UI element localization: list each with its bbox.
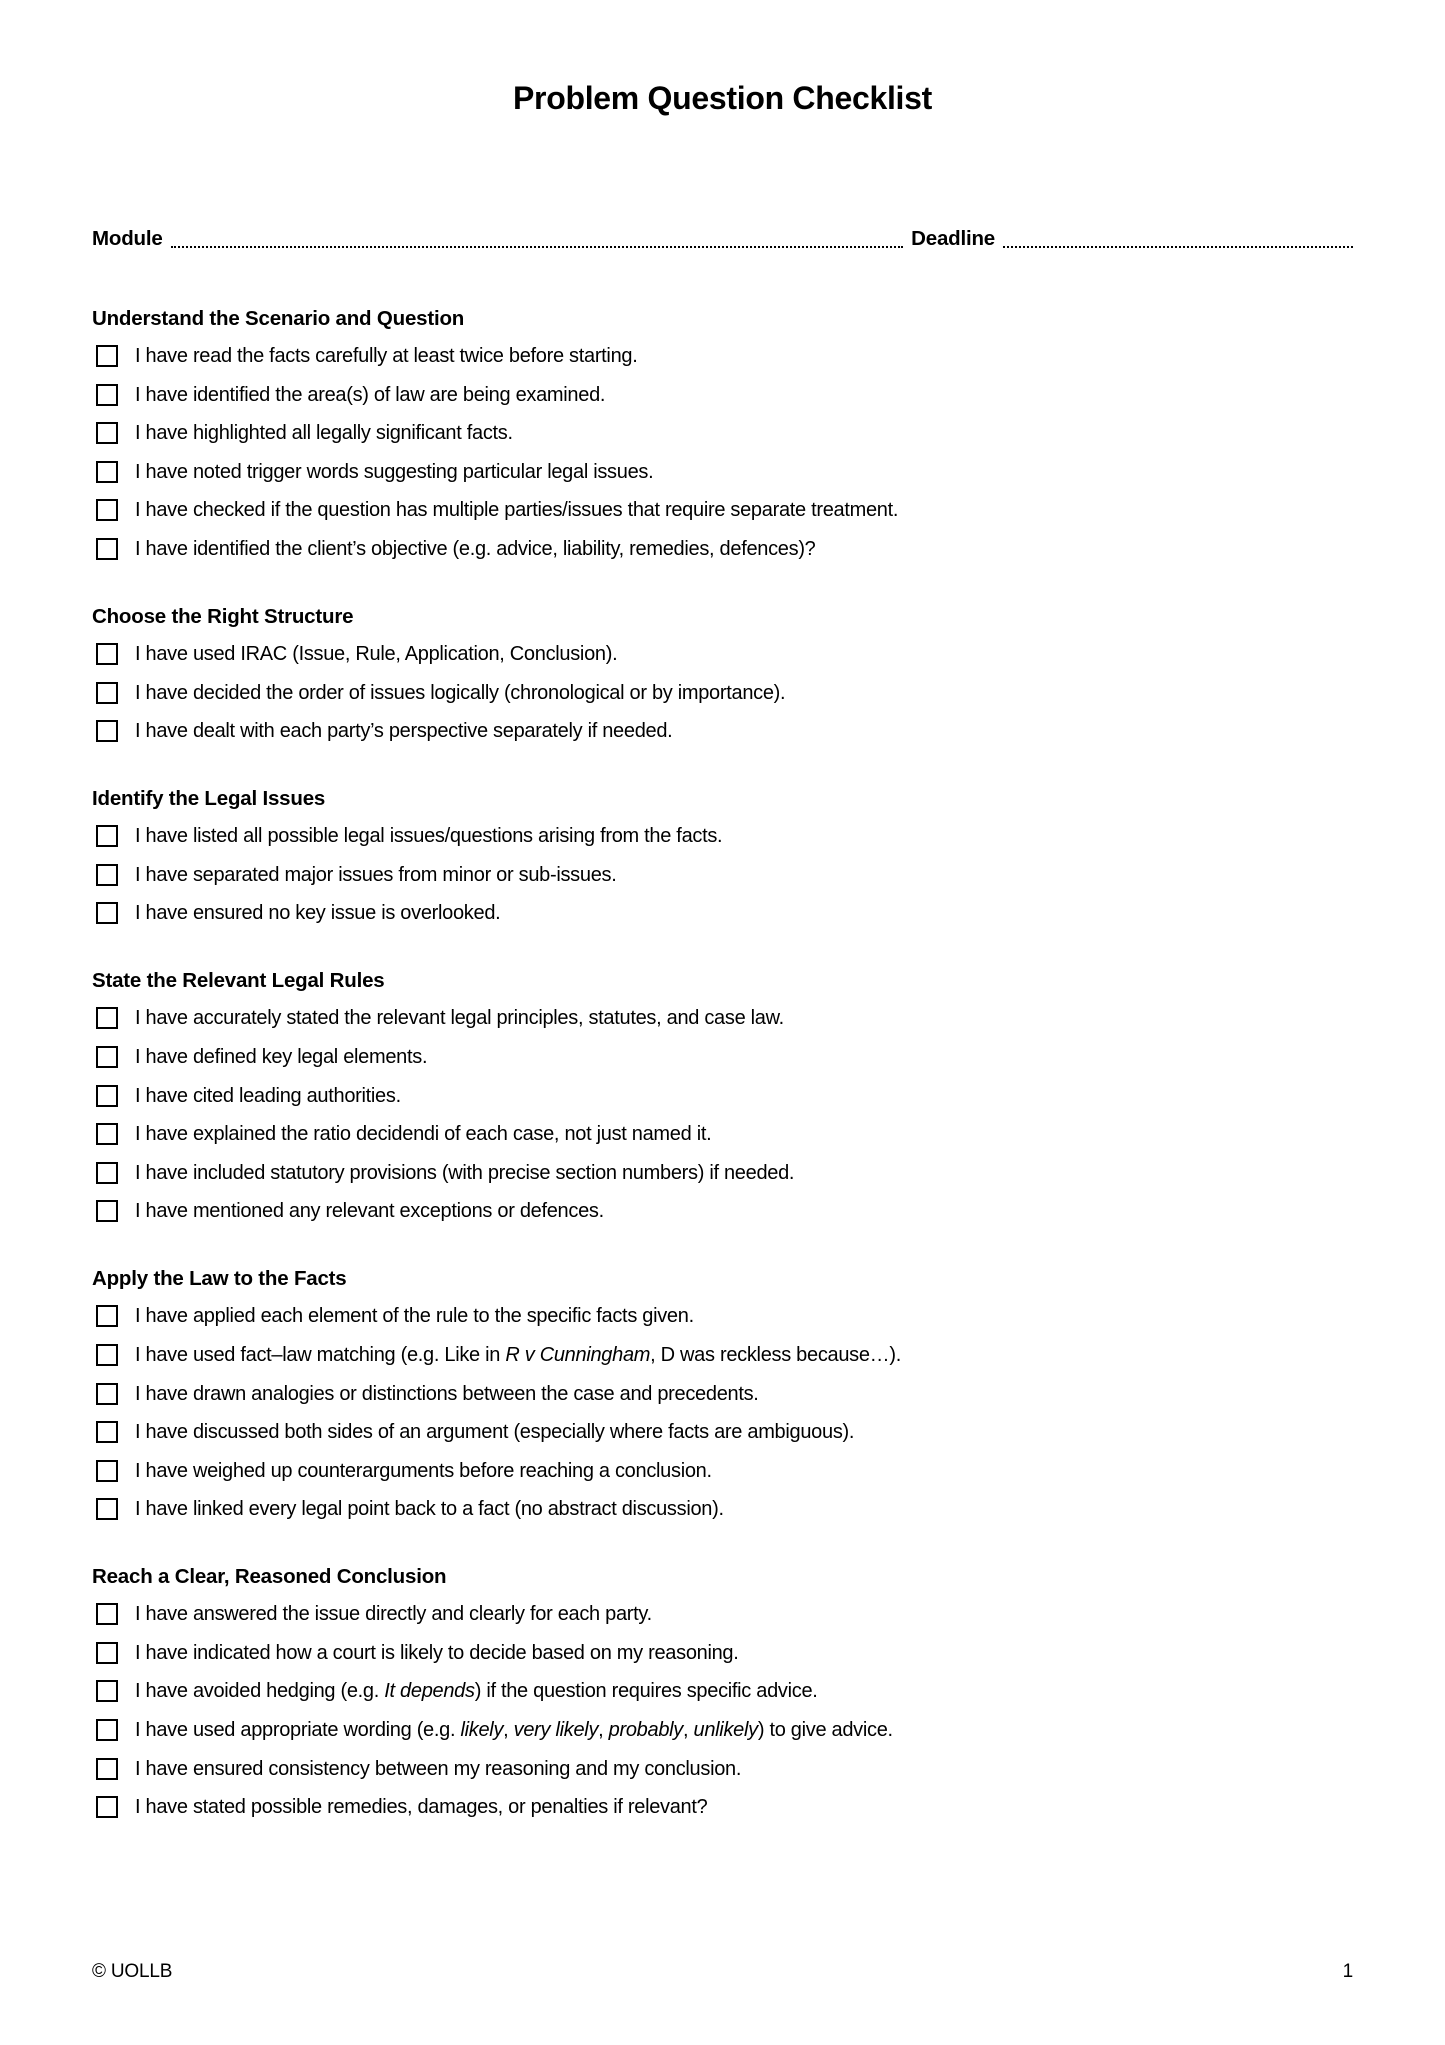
checkbox[interactable] bbox=[96, 461, 118, 483]
checkbox[interactable] bbox=[96, 1498, 118, 1520]
checklist-item bbox=[92, 1756, 1353, 1782]
text-segment: I have drawn analogies or distinctions between the case and precedents. bbox=[135, 1382, 759, 1405]
text-segment: I have identified the client’s objective (e.g. advice, liability, remedies, defences)? bbox=[135, 537, 816, 560]
checklist-item-label bbox=[135, 459, 653, 485]
checklist-item bbox=[92, 1640, 1353, 1666]
checklist-item-label bbox=[135, 1083, 401, 1109]
checklist-section bbox=[92, 786, 1353, 926]
checkbox[interactable] bbox=[96, 825, 118, 847]
checkbox[interactable] bbox=[96, 1344, 118, 1366]
checklist-sections bbox=[92, 306, 1353, 1820]
checkbox[interactable] bbox=[96, 1200, 118, 1222]
section-heading: Understand the Scenario and Question bbox=[92, 307, 465, 330]
text-segment: I have decided the order of issues logically (chronological or by importance). bbox=[135, 681, 786, 704]
checklist-item bbox=[92, 1121, 1353, 1147]
checklist-item-label bbox=[135, 1640, 739, 1666]
checklist-item bbox=[92, 900, 1353, 926]
text-segment: , bbox=[598, 1719, 609, 1742]
checklist-item-label bbox=[135, 1678, 818, 1704]
checklist-item bbox=[92, 1601, 1353, 1627]
checkbox[interactable] bbox=[96, 384, 118, 406]
text-segment: I have listed all possible legal issues/questions arising from the facts. bbox=[135, 825, 723, 848]
module-deadline-row bbox=[92, 224, 1353, 254]
checklist-item bbox=[92, 680, 1353, 706]
copyright-text: © UOLLB bbox=[92, 1961, 173, 1982]
italic-text-segment: R v Cunningham bbox=[505, 1343, 651, 1366]
text-segment: I have defined key legal elements. bbox=[135, 1045, 428, 1068]
checklist-item-label bbox=[135, 1198, 604, 1224]
checklist-item bbox=[92, 823, 1353, 849]
checklist-item-label bbox=[135, 1601, 652, 1627]
deadline-fill-line[interactable] bbox=[1003, 245, 1353, 248]
checklist-item-label bbox=[135, 1458, 712, 1484]
checklist-item-label bbox=[135, 343, 637, 369]
checkbox[interactable] bbox=[96, 1796, 118, 1818]
checklist-item-label bbox=[135, 680, 785, 706]
text-segment: I have highlighted all legally significant facts. bbox=[135, 422, 513, 445]
checklist-item bbox=[92, 1303, 1353, 1329]
text-segment: I have indicated how a court is likely to decide based on my reasoning. bbox=[135, 1641, 739, 1664]
checkbox[interactable] bbox=[96, 1007, 118, 1029]
checklist-item-label bbox=[135, 823, 722, 849]
checkbox[interactable] bbox=[96, 1719, 118, 1741]
checklist-item-label bbox=[135, 1303, 694, 1329]
checklist-item bbox=[92, 1044, 1353, 1070]
checklist-item bbox=[92, 1342, 1353, 1368]
text-segment: I have cited leading authorities. bbox=[135, 1084, 401, 1107]
checkbox[interactable] bbox=[96, 1305, 118, 1327]
checklist-item bbox=[92, 1717, 1353, 1743]
section-heading: Choose the Right Structure bbox=[92, 604, 354, 628]
section-heading: Identify the Legal Issues bbox=[92, 787, 326, 811]
checkbox[interactable] bbox=[96, 1680, 118, 1702]
text-segment: I have used appropriate wording (e.g. bbox=[135, 1719, 461, 1742]
text-segment: I have stated possible remedies, damages, or penalties if relevant? bbox=[135, 1796, 708, 1819]
checklist-item bbox=[92, 1794, 1353, 1820]
text-segment: , bbox=[683, 1719, 694, 1742]
italic-text-segment: probably bbox=[608, 1719, 683, 1742]
checkbox[interactable] bbox=[96, 1046, 118, 1068]
checkbox[interactable] bbox=[96, 1460, 118, 1482]
checklist-item-label bbox=[135, 1044, 427, 1070]
checklist-item-label bbox=[135, 1717, 893, 1743]
checklist-section bbox=[92, 604, 1353, 744]
checklist-section bbox=[92, 1564, 1353, 1820]
checklist-item bbox=[92, 497, 1353, 523]
text-segment: I have dealt with each party’s perspective separately if needed. bbox=[135, 720, 673, 743]
checkbox[interactable] bbox=[96, 499, 118, 521]
checkbox[interactable] bbox=[96, 643, 118, 665]
text-segment: I have weighed up counterarguments before reaching a conclusion. bbox=[135, 1459, 712, 1482]
checkbox[interactable] bbox=[96, 864, 118, 886]
text-segment: I have checked if the question has multiple parties/issues that require separate treatment. bbox=[135, 499, 899, 522]
checklist-item bbox=[92, 1005, 1353, 1031]
checkbox[interactable] bbox=[96, 1123, 118, 1145]
checklist-item-label bbox=[135, 641, 617, 667]
text-segment: I have explained the ratio decidendi of each case, not just named it. bbox=[135, 1123, 712, 1146]
text-segment: I have used IRAC (Issue, Rule, Application, Conclusion). bbox=[135, 642, 618, 665]
text-segment: , D was reckless because…). bbox=[650, 1343, 901, 1366]
text-segment: I have noted trigger words suggesting particular legal issues. bbox=[135, 460, 654, 483]
checklist-item bbox=[92, 862, 1353, 888]
text-segment: I have avoided hedging (e.g. bbox=[135, 1680, 385, 1703]
section-heading: State the Relevant Legal Rules bbox=[92, 969, 385, 993]
checklist-item bbox=[92, 641, 1353, 667]
checkbox[interactable] bbox=[96, 1421, 118, 1443]
checklist-item bbox=[92, 718, 1353, 744]
text-segment: I have read the facts carefully at least twice before starting. bbox=[135, 345, 638, 367]
checklist-section bbox=[92, 968, 1353, 1224]
checklist-item bbox=[92, 343, 1353, 369]
checklist-item bbox=[92, 1458, 1353, 1484]
checkbox[interactable] bbox=[96, 1642, 118, 1664]
checkbox[interactable] bbox=[96, 422, 118, 444]
text-segment: I have answered the issue directly and clearly for each party. bbox=[135, 1603, 652, 1626]
checklist-item bbox=[92, 1198, 1353, 1224]
page-footer bbox=[92, 1960, 1353, 1984]
checklist-item bbox=[92, 1160, 1353, 1186]
checklist-item bbox=[92, 1678, 1353, 1704]
text-segment: I have discussed both sides of an argument (especially where facts are ambiguous). bbox=[135, 1421, 855, 1444]
checkbox[interactable] bbox=[96, 345, 118, 367]
checklist-item bbox=[92, 459, 1353, 485]
text-segment: I have accurately stated the relevant legal principles, statutes, and case law. bbox=[135, 1007, 784, 1030]
text-segment: I have identified the area(s) of law are being examined. bbox=[135, 383, 606, 406]
text-segment: I have ensured consistency between my reasoning and my conclusion. bbox=[135, 1757, 742, 1780]
text-segment: ) to give advice. bbox=[757, 1719, 893, 1742]
checklist-item-label bbox=[135, 1160, 794, 1186]
text-segment: I have separated major issues from minor or sub-issues. bbox=[135, 863, 617, 886]
text-segment: , bbox=[503, 1719, 514, 1742]
section-heading: Reach a Clear, Reasoned Conclusion bbox=[92, 1565, 447, 1589]
text-segment: I have mentioned any relevant exceptions or defences. bbox=[135, 1200, 604, 1223]
text-segment: I have applied each element of the rule to the specific facts given. bbox=[135, 1305, 694, 1328]
text-segment: I have used fact–law matching (e.g. Like in bbox=[135, 1343, 506, 1366]
checklist-section bbox=[92, 1266, 1353, 1522]
checkbox[interactable] bbox=[96, 682, 118, 704]
checklist-item-label bbox=[135, 1121, 711, 1147]
text-segment: I have ensured no key issue is overlooked. bbox=[135, 902, 501, 925]
checklist-item bbox=[92, 1419, 1353, 1445]
checklist-item-label bbox=[135, 1419, 854, 1445]
checklist-item bbox=[92, 1083, 1353, 1109]
italic-text-segment: unlikely bbox=[693, 1719, 758, 1742]
checklist-item-label bbox=[135, 1794, 707, 1820]
checklist-item-label bbox=[135, 900, 500, 926]
checklist-item-label bbox=[135, 536, 816, 562]
checklist-item bbox=[92, 420, 1353, 446]
page-title: Problem Question Checklist bbox=[513, 80, 932, 116]
checklist-item-label bbox=[135, 1496, 724, 1522]
italic-text-segment: likely bbox=[460, 1719, 504, 1742]
text-segment: ) if the question requires specific advice. bbox=[474, 1680, 818, 1703]
checklist-item-label bbox=[135, 382, 605, 408]
checklist-item-label bbox=[135, 497, 898, 523]
checklist-item-label bbox=[135, 718, 672, 744]
checklist-item-label bbox=[135, 420, 513, 446]
checklist-item-label bbox=[135, 1381, 759, 1407]
section-heading: Apply the Law to the Facts bbox=[92, 1267, 347, 1291]
checklist-item bbox=[92, 1496, 1353, 1522]
checkbox[interactable] bbox=[96, 1162, 118, 1184]
checkbox[interactable] bbox=[96, 1085, 118, 1107]
checkbox[interactable] bbox=[96, 538, 118, 560]
module-label: Module bbox=[92, 227, 163, 250]
checklist-item bbox=[92, 536, 1353, 562]
checklist-item bbox=[92, 1381, 1353, 1407]
checkbox[interactable] bbox=[96, 720, 118, 742]
checklist-item-label bbox=[135, 1342, 901, 1368]
italic-text-segment: very likely bbox=[513, 1719, 599, 1742]
checklist-item bbox=[92, 382, 1353, 408]
checklist-item-label bbox=[135, 862, 616, 888]
checklist-item-label bbox=[135, 1005, 784, 1031]
page-number: 1 bbox=[1342, 1961, 1353, 1982]
checkbox[interactable] bbox=[96, 902, 118, 924]
checklist-section bbox=[92, 306, 1353, 562]
module-fill-line[interactable] bbox=[171, 245, 904, 248]
checkbox[interactable] bbox=[96, 1603, 118, 1625]
text-segment: I have included statutory provisions (with precise section numbers) if needed. bbox=[135, 1161, 795, 1184]
text-segment: I have linked every legal point back to a fact (no abstract discussion). bbox=[135, 1498, 724, 1521]
italic-text-segment: It depends bbox=[384, 1680, 475, 1703]
deadline-label: Deadline bbox=[911, 227, 995, 250]
checklist-item-label bbox=[135, 1756, 741, 1782]
checkbox[interactable] bbox=[96, 1758, 118, 1780]
checkbox[interactable] bbox=[96, 1383, 118, 1405]
